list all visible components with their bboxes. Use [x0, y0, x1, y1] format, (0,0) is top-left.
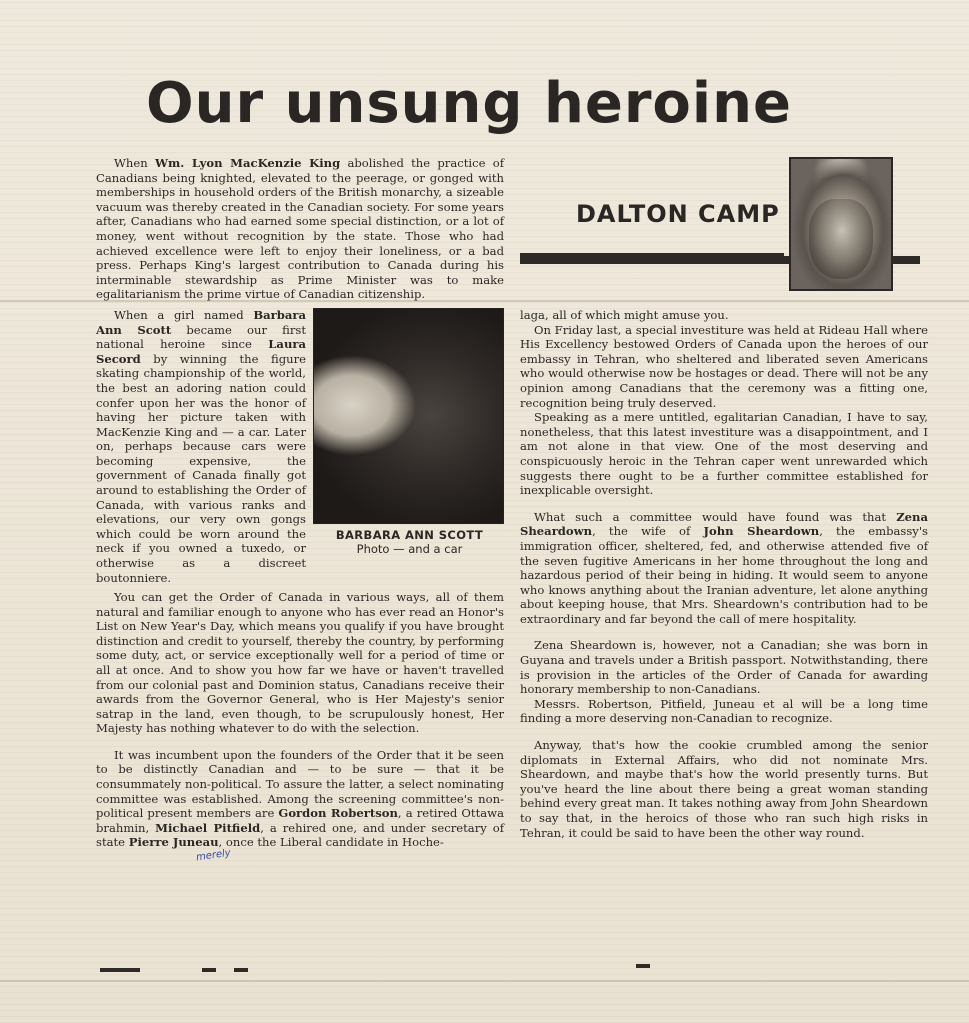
- text-run: by winning the figure skating championship of the world, the best an adoring nation could confer upon her was the honor of having her picture taken with MacKenzie King and — a car. Later on, perhaps because cars were becoming expensive, the government of Canada finally got around to establishing the Order of Canada, with various ranks and elevations, our very own gongs which could be worn around the neck if you owned a tuxedo, or otherwise as a discreet boutonniere.: [96, 351, 306, 585]
- bold-name: Pierre Juneau: [128, 835, 219, 850]
- text-run: When a girl named: [114, 307, 254, 322]
- headline: Our unsung heroine: [146, 71, 792, 136]
- end-mark: [100, 968, 140, 972]
- paragraph: On Friday last, a special investiture was held at Rideau Hall where His Excellency bestowed Orders of Canada upon the heroes of our embassy in Tehran, who sheltered and liberated seven Americans who would otherwise now be hostages or dead. There will not be any opinion among Canadians that the ceremony was a fitting one, recognition being truly deserved.: [520, 322, 929, 410]
- author-photo: [789, 157, 893, 291]
- photo-caption-name: BARBARA ANN SCOTT: [335, 527, 484, 542]
- text-run: , a retired Ottawa brahmin,: [96, 806, 504, 835]
- barbara-ann-scott-photo: [313, 308, 504, 524]
- text-run: What such a committee would have found was that: [534, 509, 897, 524]
- text-run: When: [114, 156, 155, 170]
- text-run: became our first national heroine since: [96, 322, 306, 352]
- paragraph: [96, 748, 504, 850]
- text-run: , the embassy's immigration officer, sheltered, fed, and otherwise attended five of the seven fugitive Americans in her home throughout the long and hazardous period of their being in hiding. It would seem to anyone who knows anything about the Iranian adventure, let alone anything about keeping house, that Mrs. Sheardown's contribution had to be extraordinary and far beyond the call of mere hospitality.: [520, 524, 928, 626]
- end-mark: [202, 968, 216, 972]
- article-column-left: [96, 156, 504, 850]
- paragraph: You can get the Order of Canada in various ways, all of them natural and familiar enough to anyone who has ever read an Honor's List on New Year's Day, which means you qualify if you have brought distinction and credit to yourself, thereby the country, by performing some duty, act, or service exceptionally well for a period of time or all at once. And to show you how far we have or haven't travelled from our colonial past and Dominion status, Canadians receive their awards from the Governor General, who is Her Majesty's senior satrap in the land, even though, to be scrupulously honest, Her Majesty has nothing whatever to do with the selection.: [96, 589, 504, 736]
- paragraph: [96, 308, 306, 585]
- bold-name: Gordon Robertson: [278, 806, 398, 821]
- byline: DALTON CAMP: [576, 200, 780, 228]
- paragraph: Speaking as a mere untitled, egalitarian Canadian, I have to say, nonetheless, that this latest investiture was a disappointment, and I am not alone in that view. One of the most deserving and conspicuously heroic in the Tehran caper went unrewarded which suggests there ought to be a further committee established for inexplicable oversight.: [520, 410, 928, 498]
- bold-name: Barbara Ann Scott: [96, 307, 306, 337]
- text-run: abolished the practice of Canadians being knighted, elevated to the peerage, or gonged with memberships in household orders of the British monarchy, a sizeable vacuum was thereby created in the Canadian society. For some years after, Canadians who had earned some special distinction, or a lot of money, went without recognition by the state. Those who had achieved excellence were left to enjoy their loneliness, or a bad press. Perhaps King's largest contribution to Canada during his interminable stewardship as Prime Minister was to make egalitarianism the prime virtue of Canadian citizenship.: [96, 156, 504, 302]
- bold-name: Zena Sheardown: [520, 509, 928, 539]
- bold-name: John Sheardown: [703, 524, 820, 539]
- paragraph: [520, 510, 928, 627]
- text-run: , a rehired one, and under secretary of state: [96, 820, 504, 850]
- paragraph: Anyway, that's how the cookie crumbled among the senior diplomats in External Affairs, who did not nominate Mrs. Sheardown, and maybe that's how the world presently turns. But you've heard the line about there being a great woman standing behind every great man. It takes nothing away from John Sheardown to say that, in the heroics of those who ran such high risks in Tehran, it could be said to have been the other way round.: [520, 738, 928, 840]
- handwritten-margin-note: merely: [195, 847, 232, 864]
- paragraph: [96, 156, 504, 302]
- bold-name: Wm. Lyon MacKenzie King: [154, 156, 341, 170]
- bold-name: Michael Pitfield: [155, 820, 261, 835]
- paper-fold-line: [0, 980, 969, 982]
- paragraph: Zena Sheardown is, however, not a Canadian; she was born in Guyana and travels under a British passport. Notwithstanding, there is provision in the articles of the Order of Canada for awarding honorary membership to non-Canadians.: [520, 638, 928, 697]
- article-column-right: [520, 308, 928, 840]
- end-mark: [234, 968, 248, 972]
- photo-caption-sub: Photo — and a car: [356, 541, 463, 556]
- text-run: , once the Liberal candidate in Hoche-: [218, 835, 444, 850]
- text-run: , the wife of: [592, 524, 704, 539]
- author-photo-shading: [809, 199, 873, 279]
- text-run: It was incumbent upon the founders of the Order that it be seen to be distinctly Canadian and — to be sure — that it be consummately non-political. To assure the latter, a select nominating committee was established. Among the screening committee's non-political present members are: [96, 747, 504, 821]
- photo-caption: [315, 528, 504, 556]
- paragraph: laga, all of which might amuse you.: [520, 308, 729, 322]
- bold-name: Laura Secord: [96, 337, 306, 366]
- photo-text-block: [96, 307, 504, 585]
- paragraph: Messrs. Robertson, Pitfield, Juneau et al will be a long time finding a more deserving non-Canadian to recognize.: [520, 696, 928, 726]
- end-mark: [636, 964, 650, 968]
